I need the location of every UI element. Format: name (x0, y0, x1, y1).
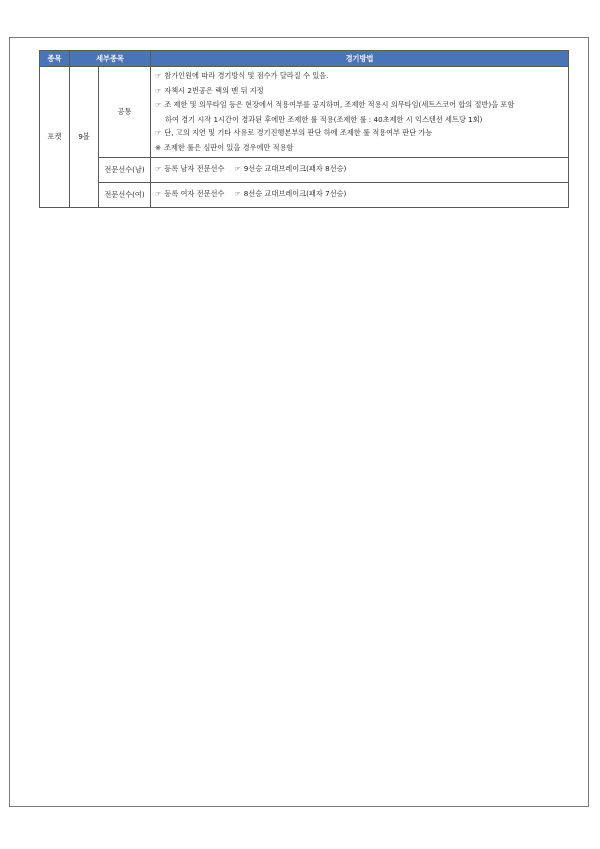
pro-male-label-cell: 전문선수(남) (99, 157, 151, 182)
sub-event-name-cell: 9볼 (70, 67, 99, 208)
header-event: 종목 (40, 51, 70, 67)
pointing-hand-icon: ☞ (155, 129, 162, 138)
rule-line-continuation (155, 113, 564, 127)
rule-text: 조 제한 및 의무타임 등은 현장에서 적용여부를 공지하며, 조제한 적용시 의무타임(세트스코어 합의 절반)을 포함 (164, 100, 515, 110)
rule-line (155, 187, 564, 202)
pro-male-rules-cell (151, 157, 569, 182)
competition-rules-table (39, 50, 569, 208)
rule-text: 참가인원에 따라 경기방식 및 점수가 달라질 수 있음. (164, 71, 329, 80)
common-rules-cell (151, 67, 569, 158)
rule-text: 단, 고의 지연 및 기타 사유로 경기진행본부의 판단 하에 조제한 룰 적용여부 판단 가능 (164, 128, 433, 138)
rule-line (155, 126, 564, 141)
event-name-cell: 포켓 (40, 67, 70, 208)
table-row-pro-male (40, 157, 569, 182)
rule-note-line (155, 141, 564, 155)
table-header-row (40, 51, 569, 67)
pointing-hand-icon: ☞ (155, 190, 162, 199)
rule-note-text: 조제한 룰은 심판이 있을 경우에만 적용함 (164, 142, 294, 152)
pro-male-eligibility: 등록 남자 전문선수 (164, 164, 225, 174)
pro-female-label-cell: 전문선수(여) (99, 182, 151, 207)
pro-female-format: 8선승 교대브레이크(패자 7선승) (243, 189, 347, 199)
pointing-hand-icon: ☞ (155, 165, 162, 174)
header-sub-event: 세부종목 (70, 51, 151, 67)
pointing-hand-icon: ☞ (234, 190, 241, 199)
pointing-hand-icon: ☞ (155, 86, 162, 95)
rule-line (155, 162, 564, 177)
rule-line (155, 69, 564, 84)
pointing-hand-icon: ☞ (155, 101, 162, 110)
pro-male-format: 9선승 교대브레이크(패자 8선승) (243, 164, 347, 174)
rule-text: 하여 경기 시작 1시간이 경과된 후에만 조제한 룰 적용(조제한 룰 : 40초제한 시 익스텐션 세트당 1회) (165, 114, 483, 124)
table-row-common (40, 67, 569, 158)
rule-line (155, 98, 564, 113)
pro-female-rules-cell (151, 182, 569, 207)
common-label-cell: 공통 (99, 67, 151, 158)
pro-female-eligibility: 등록 여자 전문선수 (164, 189, 225, 199)
rule-text: 자책시 2번공은 랙의 맨 뒤 지정 (164, 85, 264, 95)
pointing-hand-icon: ☞ (155, 72, 162, 80)
pointing-hand-icon: ☞ (234, 165, 241, 174)
reference-mark-icon: ※ (155, 142, 162, 152)
header-method: 경기방법 (151, 51, 569, 67)
rule-line (155, 84, 564, 99)
table-row-pro-female (40, 182, 569, 207)
